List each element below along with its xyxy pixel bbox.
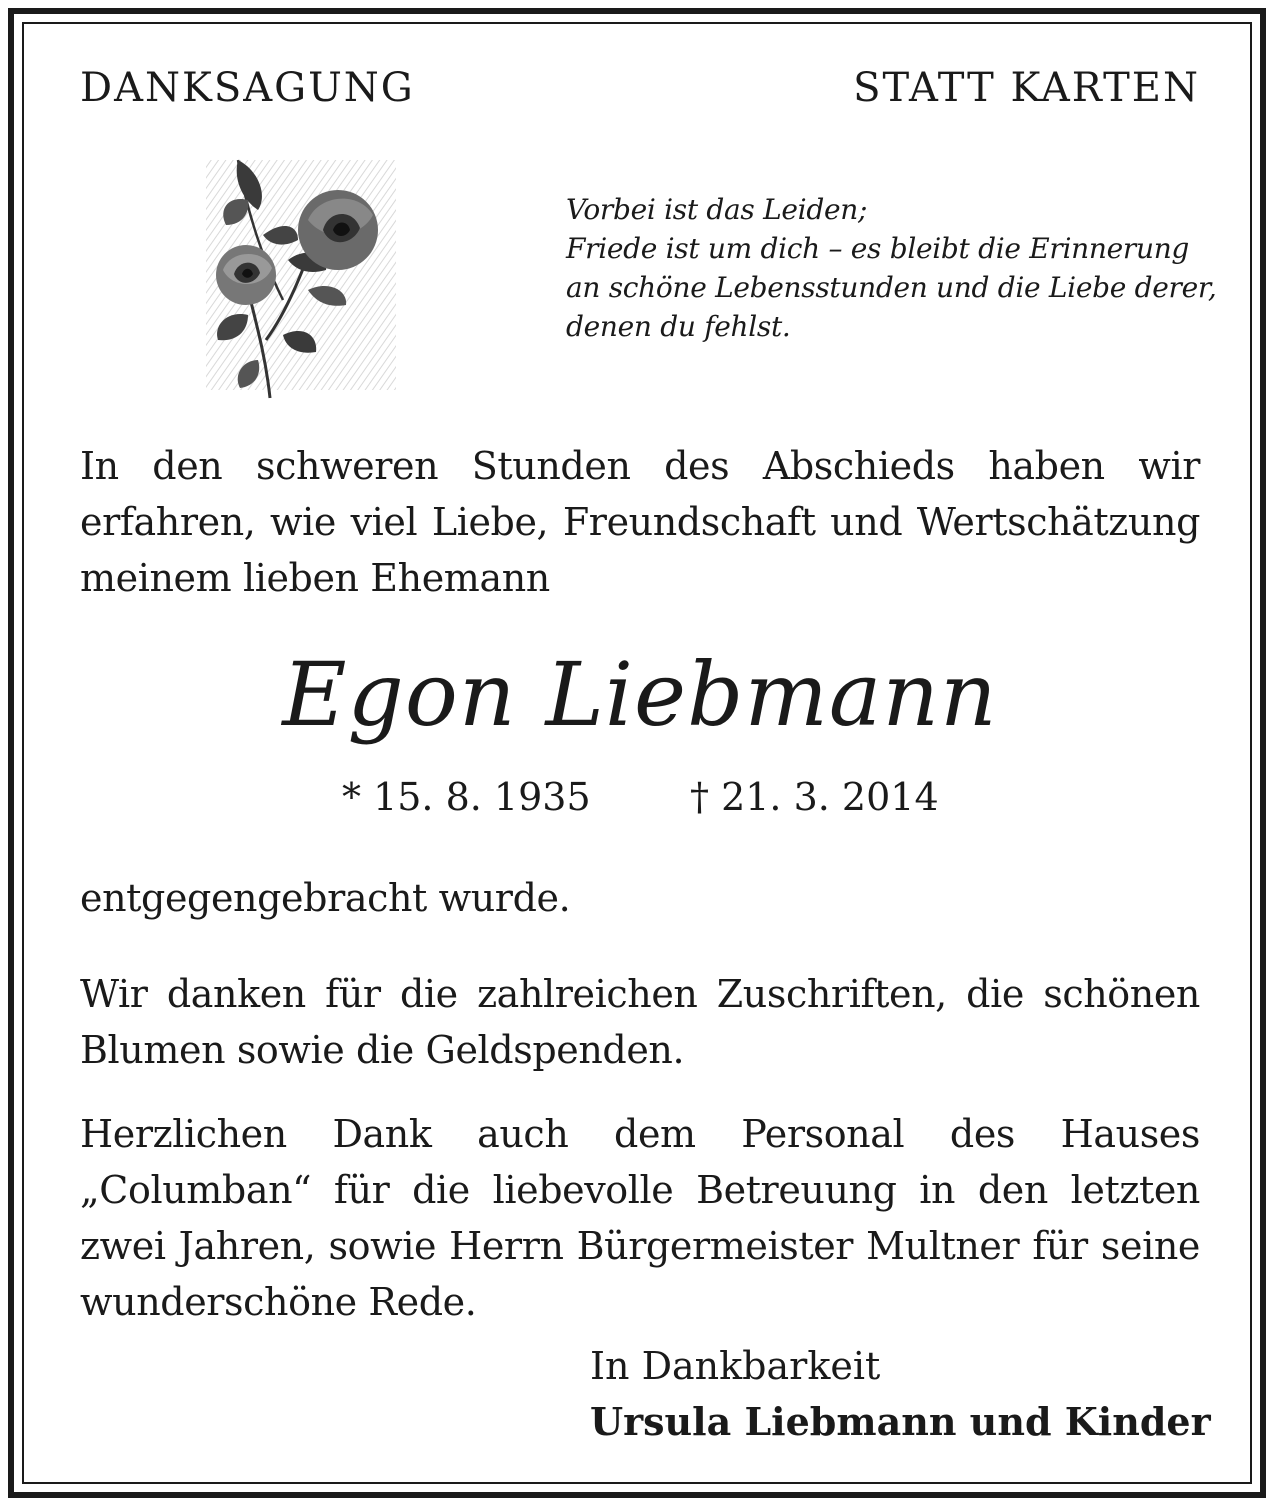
quote-line: Friede ist um dich – es bleibt die Erinnerung: [566, 232, 1190, 265]
intro-paragraph: [80, 438, 1200, 606]
birth-date: * 15. 8. 1935: [342, 775, 591, 819]
intro-line: In den schweren Stunden des Abschieds haben wir: [80, 444, 1200, 488]
thanks-line: Wir danken für die zahlreichen Zuschriften, die schönen: [80, 972, 1200, 1016]
staff-paragraph: [80, 1106, 1200, 1330]
closing-signature: Ursula Liebmann und Kinder: [590, 1399, 1211, 1444]
thanks-line: Blumen sowie die Geldspenden.: [80, 1028, 685, 1072]
death-date: † 21. 3. 2014: [690, 775, 939, 819]
deceased-name: Egon Liebmann: [282, 643, 998, 746]
rose-bouquet-icon: [188, 140, 408, 402]
continuation-paragraph: [80, 870, 1200, 926]
intro-line: erfahren, wie viel Liebe, Freundschaft und Wertschätzung: [80, 500, 1200, 544]
header-statt-karten: STATT KARTEN: [853, 65, 1200, 111]
quote-line: denen du fehlst.: [566, 310, 791, 343]
quote-block: [566, 190, 1226, 346]
quote-line: an schöne Lebensstunden und die Liebe derer,: [566, 271, 1217, 304]
staff-line: zwei Jahren, sowie Herrn Bürgermeister Multner für seine: [80, 1224, 1200, 1268]
header-danksagung: DANKSAGUNG: [80, 65, 415, 111]
closing-in-dankbarkeit: In Dankbarkeit: [590, 1344, 881, 1388]
thanks-paragraph: [80, 966, 1200, 1078]
quote-line: Vorbei ist das Leiden;: [566, 193, 868, 226]
staff-line: Herzlichen Dank auch dem Personal des Hauses: [80, 1112, 1200, 1156]
staff-line: wunderschöne Rede.: [80, 1280, 477, 1324]
intro-line: meinem lieben Ehemann: [80, 556, 550, 600]
staff-line: „Columban“ für die liebevolle Betreuung in den letzten: [80, 1168, 1200, 1212]
continuation-line: entgegengebracht wurde.: [80, 876, 571, 920]
